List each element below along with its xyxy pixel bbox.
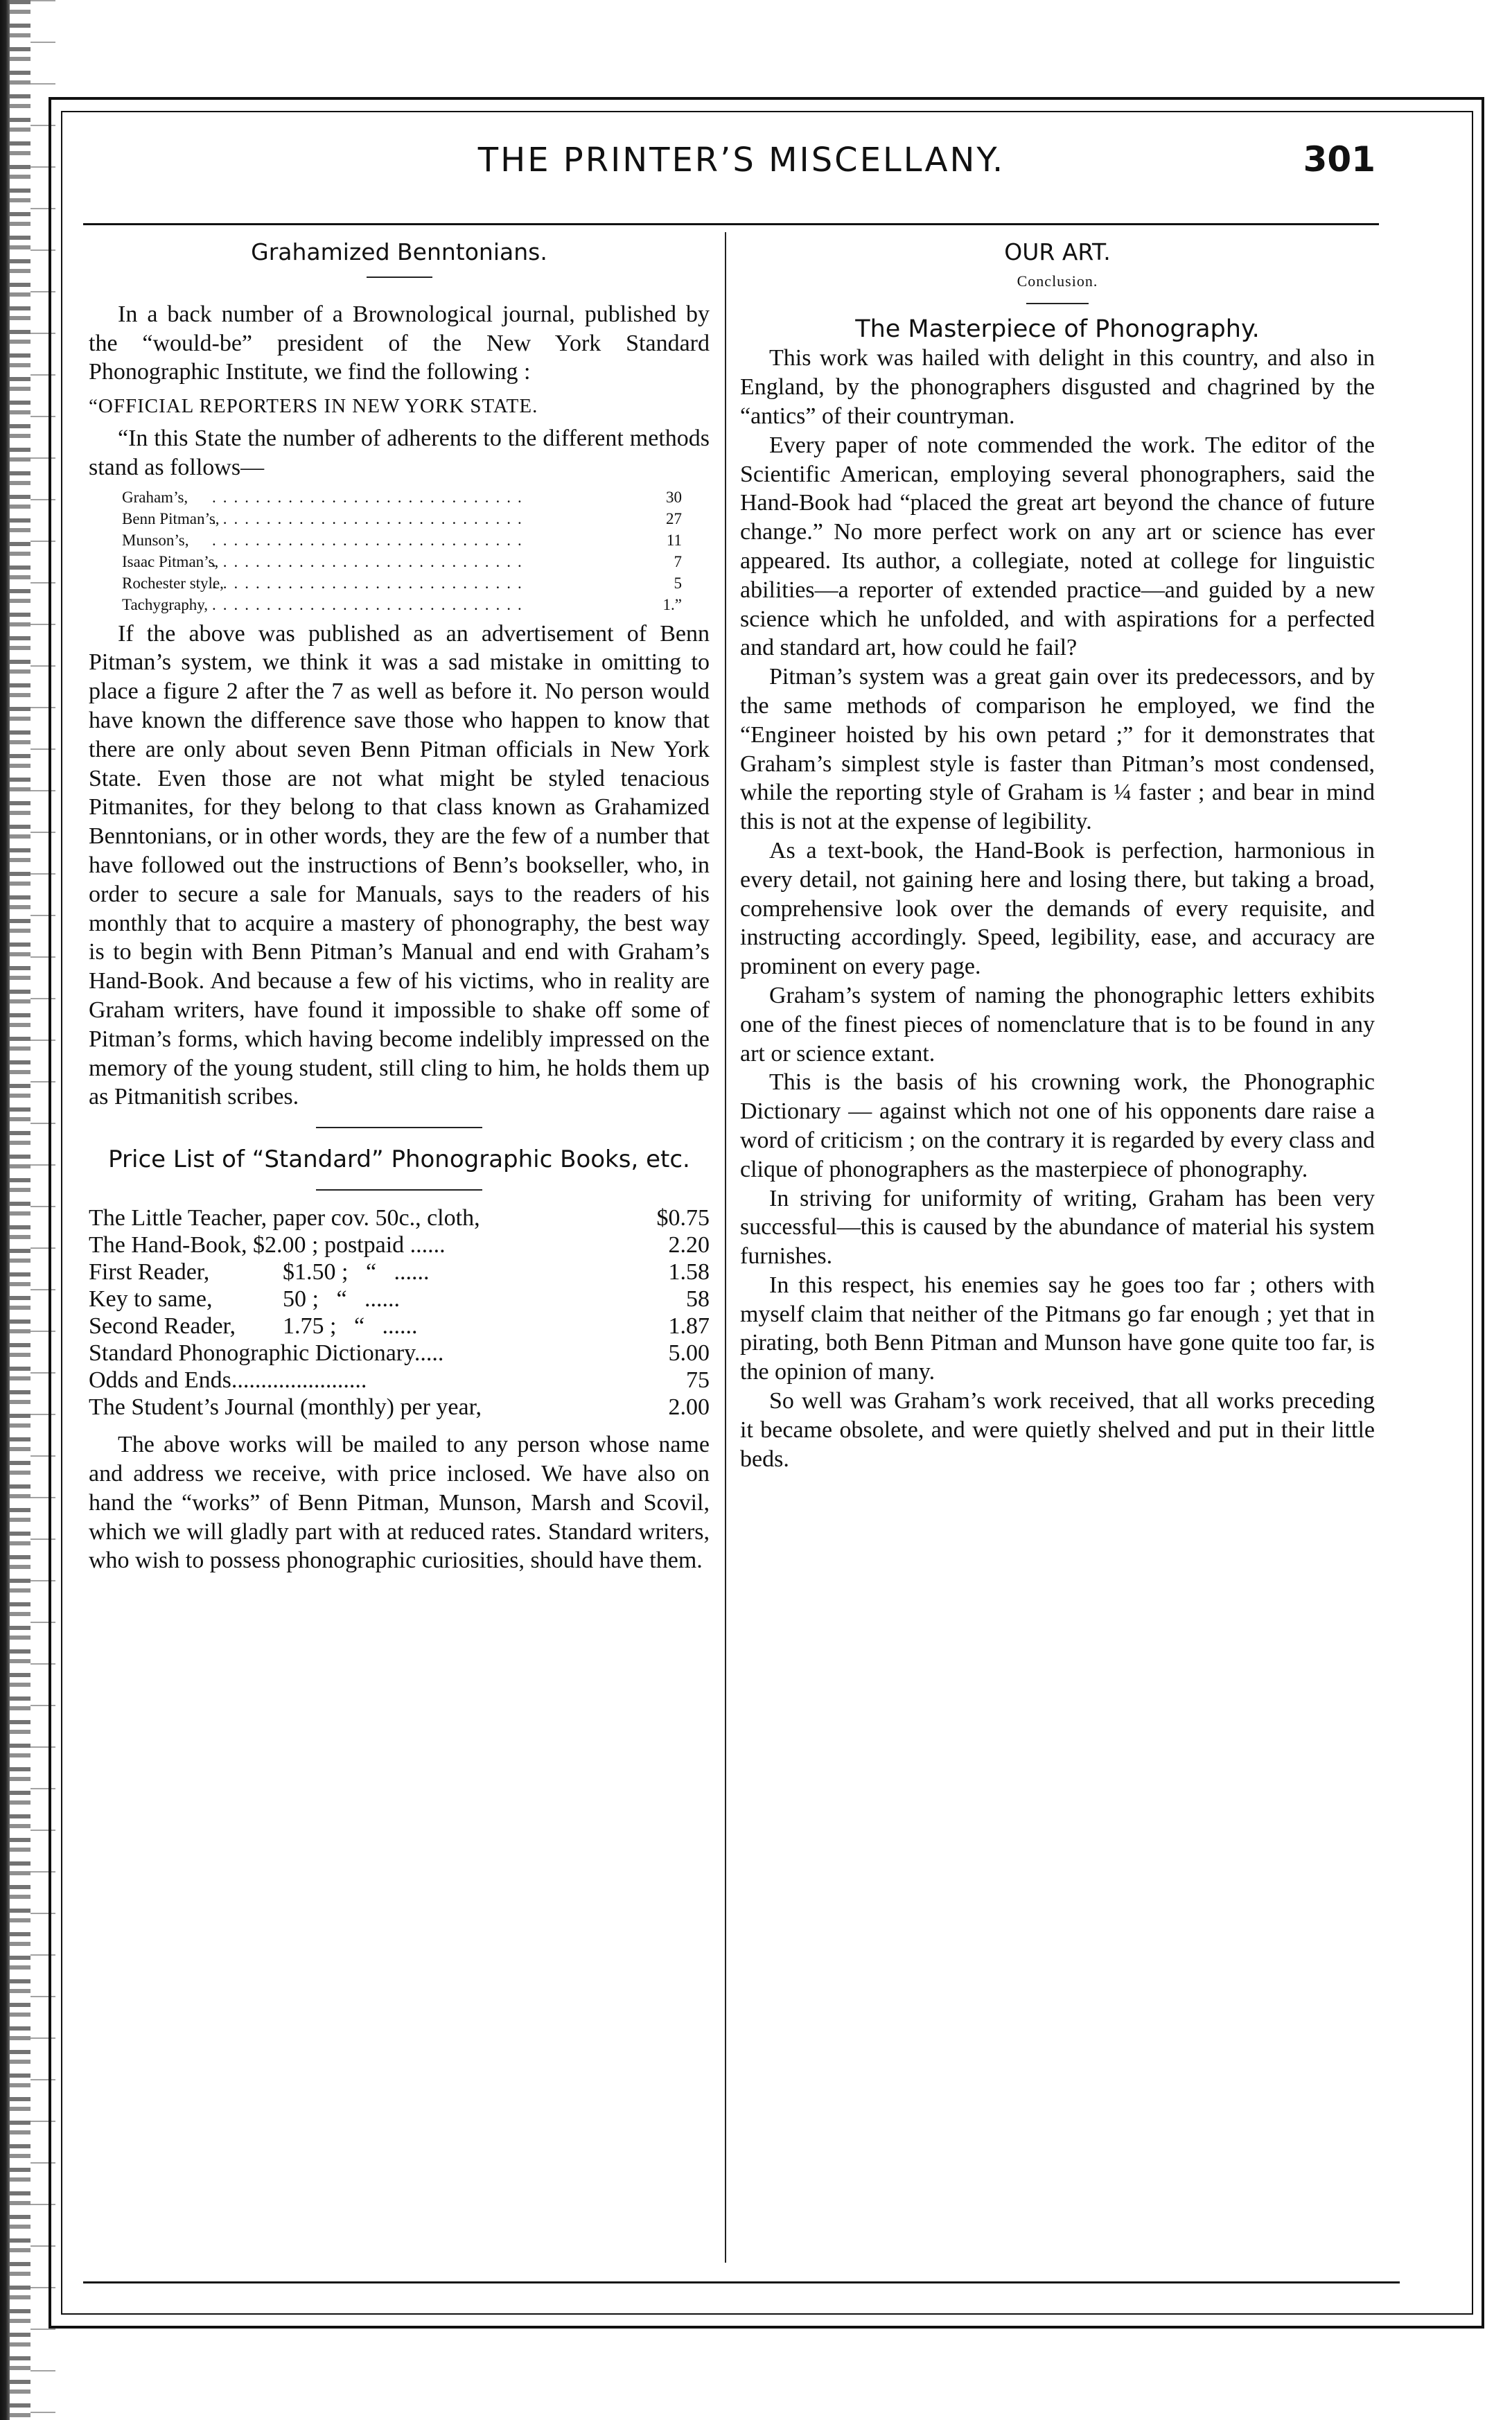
article-heading-our-art: OUR ART. bbox=[1004, 238, 1111, 265]
leader-dots: ............................. bbox=[212, 552, 529, 570]
price-item-name: Standard Phonographic Dictionary..... bbox=[89, 1340, 444, 1367]
price-row bbox=[89, 1231, 710, 1259]
price-item-name: Second Reader, bbox=[89, 1313, 236, 1340]
price-list bbox=[89, 1204, 710, 1421]
book-spine-texture bbox=[10, 0, 30, 2420]
price-row bbox=[89, 1394, 710, 1421]
right-paragraph-4: As a text-book, the Hand-Book is perfection, harmonious in every detail, not gaining here and losing there, but taking a broad, comprehensive look over the demands of every requisite, and instructing accordingly. Speed, legibility, ease, and accuracy are prominent on every page. bbox=[740, 837, 1375, 980]
price-item-mid: $1.50 ; “ ...... bbox=[283, 1259, 430, 1286]
adherents-name: Isaac Pitman’s, bbox=[122, 552, 219, 570]
left-paragraph-2: “In this State the number of adherents to the different methods stand as follows— bbox=[89, 425, 710, 480]
leader-dots: ............................. bbox=[212, 488, 529, 506]
right-paragraph-8: In this respect, his enemies say he goes too far ; others with myself claim that neither of the Pitmans go far enough ; yet that in pirating, both Benn Pitman and Munson have gone quite too far, is the opinion of many. bbox=[740, 1272, 1375, 1385]
price-item-mid: 50 ; “ ...... bbox=[283, 1286, 401, 1313]
price-row bbox=[89, 1204, 710, 1231]
right-paragraph-7: In striving for uniformity of writing, Graham has been very successful—this is caused by the abundance of material his system furnishes. bbox=[740, 1185, 1375, 1270]
adherents-name: Rochester style, bbox=[122, 574, 224, 592]
adherents-value: 11 bbox=[666, 531, 682, 549]
book-spine-shadow bbox=[0, 0, 10, 2420]
price-item-value: 75 bbox=[686, 1367, 710, 1394]
adherents-value: 7 bbox=[674, 552, 682, 570]
adherents-value: 5 bbox=[674, 574, 682, 592]
left-paragraph-3: If the above was published as an advertisement of Benn Pitman’s system, we think it was a sad mistake in omitting to place a figure 2 after the 7 as well as before it. No person would have known the difference save those who happen to know that there are only about seven Benn Pitman officials in New York State. Even those are not what might be styled tenacious Pitmanites, for they belong to that class known as Grahamized Benntonians, or in other words, they are the few of a number that have followed out the instructions of Benn’s bookseller, who, in order to secure a sale for Manuals, says to the readers of his monthly that to acquire a mastery of phonography, the best way is to begin with Benn Pitman’s Manual and end with Graham’s Hand-Book. And because a few of his victims, who in reality are Graham writers, have found it impossible to shake off some of Pitman’s forms, which having become indelibly impressed on the memory of the young student, still cling to him, he holds them up as Pitmanitish scribes. bbox=[89, 620, 710, 1110]
heading-rule bbox=[1026, 303, 1089, 304]
price-item-value: 58 bbox=[686, 1286, 710, 1313]
price-row bbox=[89, 1340, 710, 1367]
right-paragraph-3: Pitman’s system was a great gain over its predecessors, and by the same methods of comparison he employed, we find the “Engineer hoisted by his own petard ;” for it demonstrates that Graham’s simplest style is faster than Pitman’s most condensed, while the reporting style of Graham is ¼ faster ; and bear in mind this is not at the expense of legibility. bbox=[740, 664, 1375, 835]
price-item-mid bbox=[367, 1367, 686, 1394]
price-list-rule bbox=[316, 1189, 482, 1191]
masterpiece-subheading: The Masterpiece of Phonography. bbox=[855, 315, 1260, 343]
adherents-value: 1.” bbox=[662, 595, 682, 613]
price-row bbox=[89, 1367, 710, 1394]
left-paragraph-4: The above works will be mailed to any person whose name and address we receive, with price inclosed. We have also on hand the “works” of Benn Pitman, Munson, Marsh and Scovil, which we will gladly part with at reduced rates. Standard writers, who wish to possess phonographic curiosities, should have them. bbox=[89, 1432, 710, 1574]
price-item-name: The Hand-Book, $2.00 ; postpaid ...... bbox=[89, 1232, 446, 1259]
price-item-value: 5.00 bbox=[668, 1340, 710, 1367]
price-item-name: The Little Teacher, paper cov. 50c., cloth, bbox=[89, 1205, 480, 1231]
price-item-mid: 1.75 ; “ ...... bbox=[283, 1313, 418, 1340]
right-paragraph-2: Every paper of note commended the work. The editor of the Scientific American, employing several phonographers, said the Hand-Book had “placed the great art beyond the chance of future change.” No more perfect work on any art or science has ever appeared. Its author, a collegiate, noted at college for linguistic abilities—a reporter of extended practice—and guided by a new science which he unfolded, and with aspirations for a perfected and standard art, how could he fail? bbox=[740, 432, 1375, 661]
adherents-table bbox=[122, 486, 682, 615]
page-number: 301 bbox=[1303, 139, 1375, 179]
adherents-row bbox=[122, 486, 682, 508]
right-column bbox=[740, 232, 1375, 1473]
adherents-row bbox=[122, 572, 682, 594]
header-rule bbox=[83, 223, 1379, 225]
article-heading-grahamized: Grahamized Benntonians. bbox=[251, 238, 547, 265]
leader-dots: ............................. bbox=[212, 531, 529, 549]
running-title: THE PRINTER’S MISCELLANY. bbox=[477, 141, 1005, 179]
page-header bbox=[104, 135, 1375, 198]
column-divider bbox=[725, 232, 726, 2263]
price-item-mid bbox=[482, 1394, 668, 1421]
price-item-value: 2.20 bbox=[668, 1232, 710, 1259]
right-paragraph-1: This work was hailed with delight in this country, and also in England, by the phonographers disgusted and chagrined by the “antics” of their countryman. bbox=[740, 345, 1375, 429]
price-row bbox=[89, 1313, 710, 1340]
leader-dots: ............................. bbox=[212, 595, 529, 613]
heading-rule bbox=[367, 277, 432, 278]
adherents-row bbox=[122, 594, 682, 615]
conclusion-note: Conclusion. bbox=[1017, 272, 1098, 290]
adherents-name: Graham’s, bbox=[122, 488, 188, 506]
price-item-name: The Student’s Journal (monthly) per year, bbox=[89, 1394, 482, 1421]
right-paragraph-6: This is the basis of his crowning work, the Phonographic Dictionary — against which not one of his opponents dare raise a word of criticism ; on the contrary it is regarded by every class and clique of phonographers as the masterpiece of phonography. bbox=[740, 1069, 1375, 1182]
price-list-heading: Price List of “Standard” Phonographic Books, etc. bbox=[108, 1146, 690, 1174]
adherents-row bbox=[122, 529, 682, 551]
price-item-mid bbox=[446, 1231, 669, 1259]
price-item-value: 2.00 bbox=[668, 1394, 710, 1421]
adherents-row bbox=[122, 508, 682, 529]
section-rule bbox=[316, 1127, 482, 1128]
price-item-name: Odds and Ends....................... bbox=[89, 1367, 367, 1394]
price-item-value: $0.75 bbox=[656, 1205, 710, 1231]
leader-dots: ............................. bbox=[212, 509, 529, 527]
bottom-rule bbox=[83, 2281, 1400, 2283]
price-row bbox=[89, 1286, 710, 1313]
right-paragraph-5: Graham’s system of naming the phonographic letters exhibits one of the finest pieces of nomenclature that is to be found in any art or science extant. bbox=[740, 982, 1375, 1067]
adherents-row bbox=[122, 551, 682, 572]
price-item-name: Key to same, bbox=[89, 1286, 213, 1313]
left-column bbox=[89, 232, 710, 1575]
price-item-value: 1.58 bbox=[668, 1259, 710, 1286]
adherents-name: Benn Pitman’s, bbox=[122, 509, 220, 527]
price-item-mid bbox=[443, 1340, 668, 1367]
leader-dots: ............................. bbox=[212, 574, 529, 592]
price-item-mid bbox=[480, 1204, 657, 1231]
price-item-value: 1.87 bbox=[668, 1313, 710, 1340]
left-paragraph-1: In a back number of a Brownological journal, published by the “would-be” president of the New York Standard Phonographic Institute, we find the following : bbox=[89, 301, 710, 385]
right-paragraph-9: So well was Graham’s work received, that all works preceding it became obsolete, and were quietly shelved and put in their little beds. bbox=[740, 1388, 1375, 1472]
official-reporters-heading: “OFFICIAL REPORTERS IN NEW YORK STATE. bbox=[89, 395, 538, 418]
adherents-value: 27 bbox=[666, 509, 682, 527]
adherents-name: Munson’s, bbox=[122, 531, 189, 549]
adherents-value: 30 bbox=[666, 488, 682, 506]
price-item-name: First Reader, bbox=[89, 1259, 210, 1286]
price-row bbox=[89, 1259, 710, 1286]
adherents-name: Tachygraphy, bbox=[122, 595, 208, 613]
